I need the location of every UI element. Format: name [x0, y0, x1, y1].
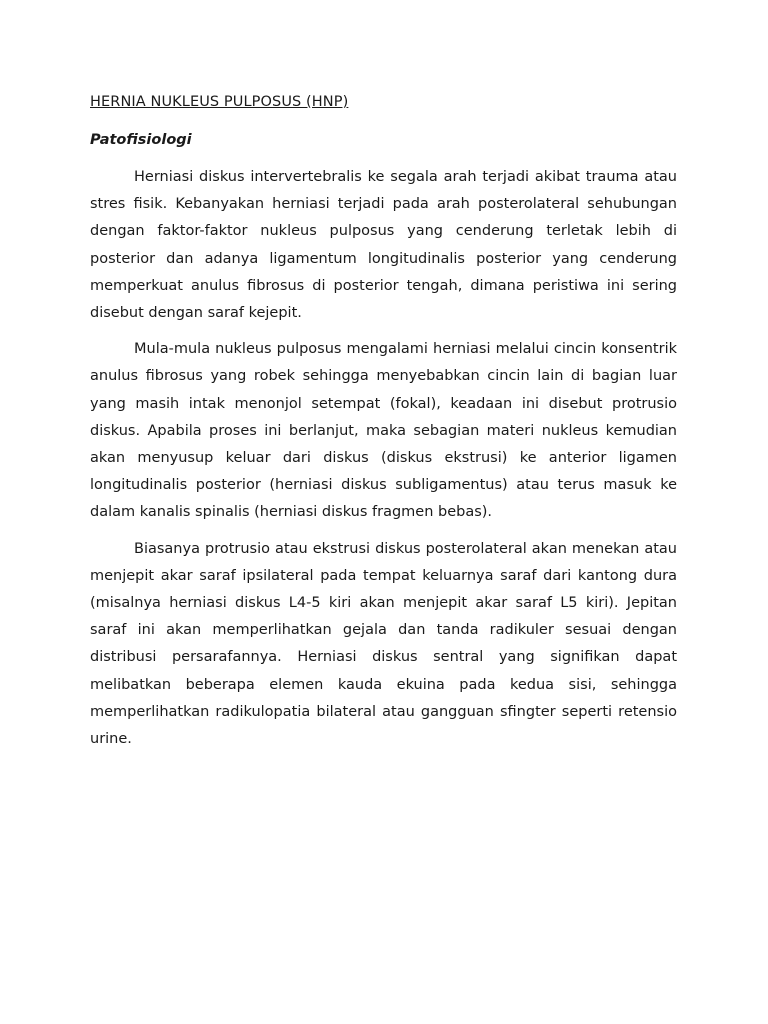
document-page	[90, 90, 677, 753]
paragraph-3: Biasanya protrusio atau ekstrusi diskus posterolateral akan menekan atau menjepit akar saraf ipsilateral pada tempat keluarnya saraf dari kantong dura (misalnya herniasi diskus L4-5 kiri akan menjepit akar saraf L5 kiri). Jepitan saraf ini akan memperlihatkan gejala dan tanda radikuler sesuai dengan distribusi persarafannya. Herniasi diskus sentral yang signifikan dapat melibatkan beberapa elemen kauda ekuina pada kedua sisi, sehingga memperlihatkan radikulopatia bilateral atau gangguan sfingter seperti retensio urine.	[90, 540, 677, 748]
section-heading: Patofisiologi	[90, 132, 192, 148]
paragraph-1: Herniasi diskus intervertebralis ke segala arah terjadi akibat trauma atau stres fisik. Kebanyakan herniasi terjadi pada arah posterolateral sehubungan dengan faktor-faktor nukleus pulposus yang cenderung terletak lebih di posterior dan adanya ligamentum longitudinalis posterior yang cenderung memperkuat anulus fibrosus di posterior tengah, dimana peristiwa ini sering disebut dengan saraf kejepit.	[90, 169, 677, 322]
document-title: HERNIA NUKLEUS PULPOSUS (HNP)	[90, 94, 349, 110]
paragraph-2: Mula-mula nukleus pulposus mengalami herniasi melalui cincin konsentrik anulus fibrosus yang robek sehingga menyebabkan cincin lain di bagian luar yang masih intak menonjol setempat (fokal), keadaan ini disebut protrusio diskus. Apabila proses ini berlanjut, maka sebagian materi nukleus kemudian akan menyusup keluar dari diskus (diskus ekstrusi) ke anterior ligamen longitudinalis posterior (herniasi diskus subligamentus) atau terus masuk ke dalam kanalis spinalis (herniasi diskus fragmen bebas).	[90, 341, 677, 521]
